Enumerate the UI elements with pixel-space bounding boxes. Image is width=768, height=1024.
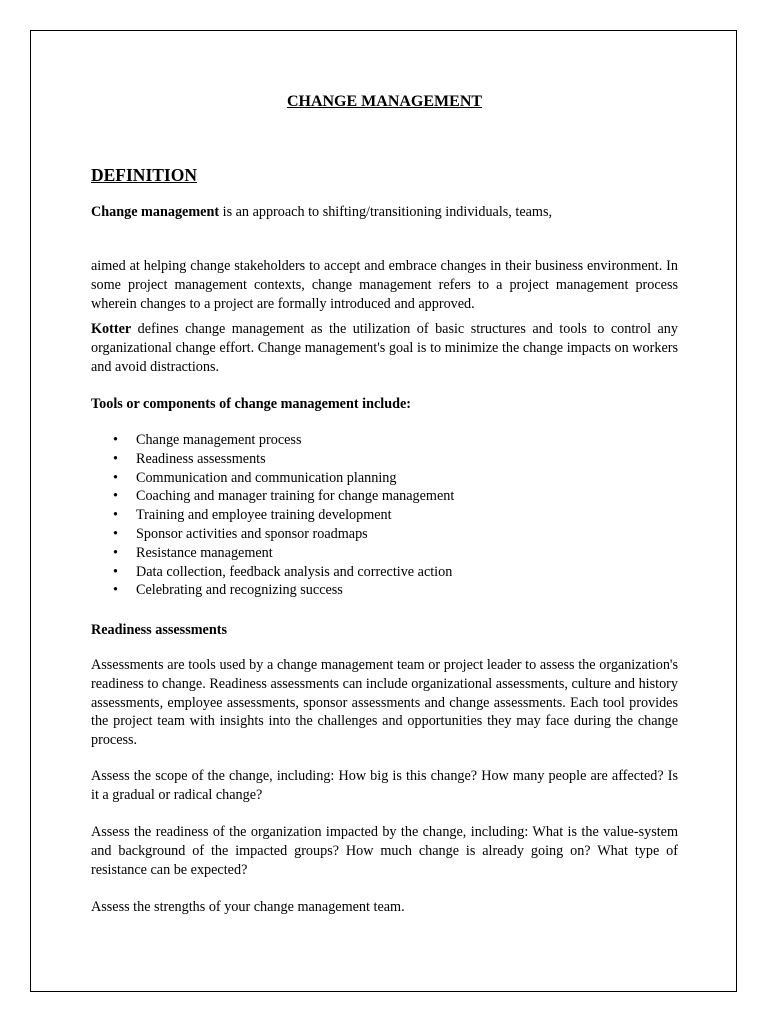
bullet-icon: • — [113, 450, 118, 467]
list-item-text: Training and employee training development — [136, 507, 392, 524]
intro-term: Change management — [91, 204, 220, 220]
intro-paragraph — [91, 203, 678, 222]
readiness-heading: Readiness assessments — [91, 622, 227, 638]
list-item — [91, 563, 454, 582]
list-item-text: Resistance management — [136, 544, 273, 561]
tools-list — [91, 431, 454, 600]
list-item-text: Coaching and manager training for change management — [136, 488, 455, 505]
list-item-text: Communication and communication planning — [136, 469, 397, 486]
list-item-text: Readiness assessments — [136, 450, 266, 467]
list-item — [91, 469, 454, 488]
kotter-text: defines change management as the utilization of basic structures and tools to control any organizational change effort. Change management's goal is to minimize the change impacts on workers and avoid distractions. — [91, 321, 678, 375]
readiness-paragraph-team: Assess the strengths of your change management team. — [91, 899, 405, 915]
list-item-text: Celebrating and recognizing success — [136, 582, 343, 599]
readiness-paragraph-scope: Assess the scope of the change, including: How big is this change? How many people are affected? Is it a gradual or radical change? — [91, 768, 678, 803]
readiness-paragraph-organization: Assess the readiness of the organization impacted by the change, including: What is the value-system and background of the impacted groups? How much change is already going on? What type of resistance can be expected? — [91, 824, 678, 878]
list-item — [91, 581, 454, 600]
tools-heading: Tools or components of change management include: — [91, 396, 412, 412]
bullet-icon: • — [113, 507, 118, 524]
list-item — [91, 506, 454, 525]
kotter-term: Kotter — [91, 321, 132, 337]
list-item — [91, 450, 454, 469]
intro-text: is an approach to shifting/transitioning individuals, teams, — [219, 204, 553, 220]
bullet-icon: • — [113, 525, 118, 542]
list-item-text: Data collection, feedback analysis and corrective action — [136, 563, 453, 580]
bullet-icon: • — [113, 582, 118, 599]
list-item-text: Sponsor activities and sponsor roadmaps — [136, 525, 368, 542]
bullet-icon: • — [113, 563, 118, 580]
list-item — [91, 431, 454, 450]
paragraph-business-environment: aimed at helping change stakeholders to accept and embrace changes in their business environment. In some project management contexts, change management refers to a project management process wherein changes to a project are formally introduced and approved. — [91, 258, 678, 312]
list-item — [91, 487, 454, 506]
document-title: CHANGE MANAGEMENT — [286, 93, 483, 110]
bullet-icon: • — [113, 544, 118, 561]
definition-heading: DEFINITION — [91, 165, 197, 185]
bullet-icon: • — [113, 432, 118, 448]
bullet-icon: • — [113, 488, 118, 505]
list-item — [91, 525, 454, 544]
bullet-icon: • — [113, 469, 118, 486]
kotter-paragraph — [91, 320, 678, 376]
readiness-paragraph-1: Assessments are tools used by a change management team or project leader to assess the organization's readiness to change. Readiness assessments can include organizational assessments, culture and history assessments, employee assessments, sponsor assessments and change assessments. Each tool provides the project team with insights into the challenges and opportunities they may face during the change process. — [91, 657, 678, 749]
list-item-text: Change management process — [136, 432, 302, 448]
list-item — [91, 544, 454, 563]
